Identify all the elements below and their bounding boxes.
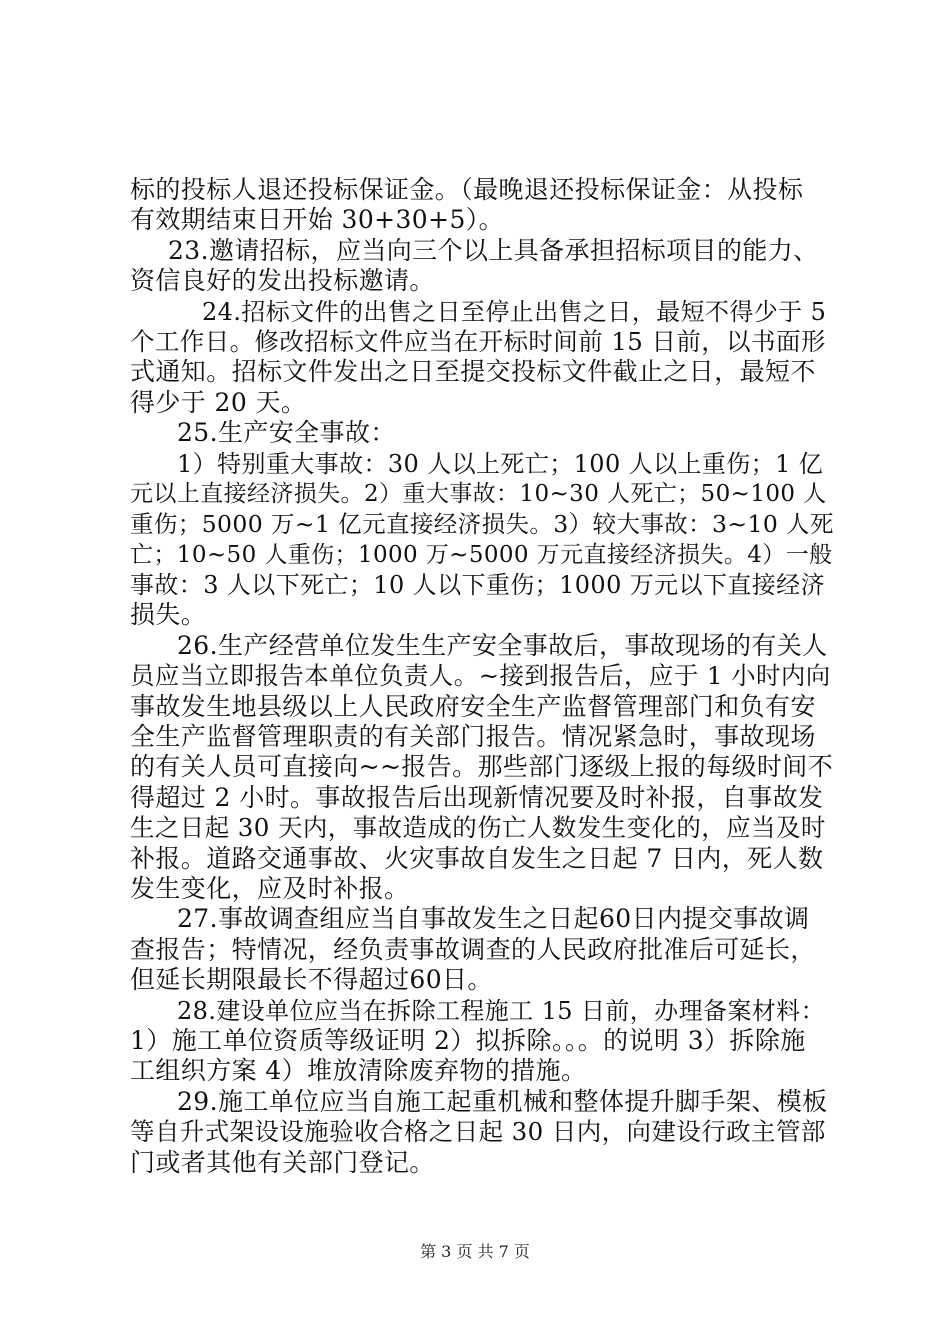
text-line: 工组织方案 4）堆放清除废弃物的措施。	[130, 1056, 587, 1086]
text-line: 29.施工单位应当自施工起重机械和整体提升脚手架、模板	[177, 1086, 828, 1116]
document-body	[130, 175, 834, 1178]
text-line: 亡；10~50 人重伤；1000 万~5000 万元直接经济损失。4）一般	[130, 541, 833, 568]
text-line: 个工作日。修改招标文件应当在开标时间前 15 日前，以书面形	[130, 326, 826, 356]
text-line: 得超过 2 小时。事故报告后出现新情况要及时补报，自事故发	[130, 782, 824, 812]
text-line: 但延长期限最长不得超过60日。	[130, 965, 493, 995]
text-line: 门或者其他有关部门登记。	[130, 1147, 435, 1177]
page-footer: 第 3 页 共 7 页	[420, 1242, 530, 1261]
text-line: 资信良好的发出投标邀请。	[130, 266, 435, 296]
text-line: 元以上直接经济损失。2）重大事故：10~30 人死亡；50~100 人	[130, 480, 827, 507]
text-line: 24.招标文件的出售之日至停止出售之日，最短不得少于 5	[202, 297, 827, 326]
text-line: 生之日起 30 天内，事故造成的伤亡人数发生变化的，应当及时	[130, 813, 826, 843]
text-line: 25.生产安全事故：	[177, 418, 396, 448]
text-line: 等自升式架设设施验收合格之日起 30 日内，向建设行政主管部	[130, 1117, 826, 1147]
text-line: 标的投标人退还投标保证金。（最晚退还投标保证金：从投标	[130, 175, 804, 204]
text-line: 有效期结束日开始 30+30+5）。	[130, 205, 505, 235]
text-line: 1）施工单位资质等级证明 2）拟拆除。。。的说明 3）拆除施	[130, 1025, 806, 1055]
text-line: 得少于 20 天。	[130, 387, 307, 417]
text-line: 的有关人员可直接向~~报告。那些部门逐级上报的每级时间不	[130, 752, 834, 782]
text-line: 事故发生地县级以上人民政府安全生产监督管理部门和负有安	[130, 691, 816, 721]
text-line: 27.事故调查组应当自事故发生之日起60日内提交事故调	[177, 904, 810, 934]
text-line: 查报告；特情况，经负责事故调查的人民政府批准后可延长，	[130, 934, 816, 964]
text-line: 全生产监督管理职责的有关部门报告。情况紧急时，事故现场	[130, 722, 816, 752]
text-line: 发生变化，应及时补报。	[130, 873, 410, 903]
text-line: 补报。道路交通事故、火灾事故自发生之日起 7 日内，死人数	[130, 843, 824, 873]
text-line: 1）特别重大事故：30 人以上死亡；100 人以上重伤；1 亿	[177, 449, 824, 478]
text-line: 损失。	[130, 600, 207, 630]
text-line: 式通知。招标文件发出之日至提交投标文件截止之日，最短不	[130, 357, 816, 387]
text-line: 26.生产经营单位发生生产安全事故后，事故现场的有关人	[177, 630, 828, 660]
text-line: 员应当立即报告本单位负责人。~接到报告后，应于 1 小时内向	[130, 661, 831, 691]
text-line: 28.建设单位应当在拆除工程施工 15 日前，办理备案材料：	[177, 996, 825, 1025]
text-line: 重伤；5000 万~1 亿元直接经济损失。3）较大事故：3~10 人死	[130, 510, 834, 539]
text-line: 事故：3 人以下死亡；10 人以下重伤；1000 万元以下直接经济	[130, 571, 825, 600]
text-line: 23.邀请招标，应当向三个以上具备承担招标项目的能力、	[168, 235, 819, 265]
